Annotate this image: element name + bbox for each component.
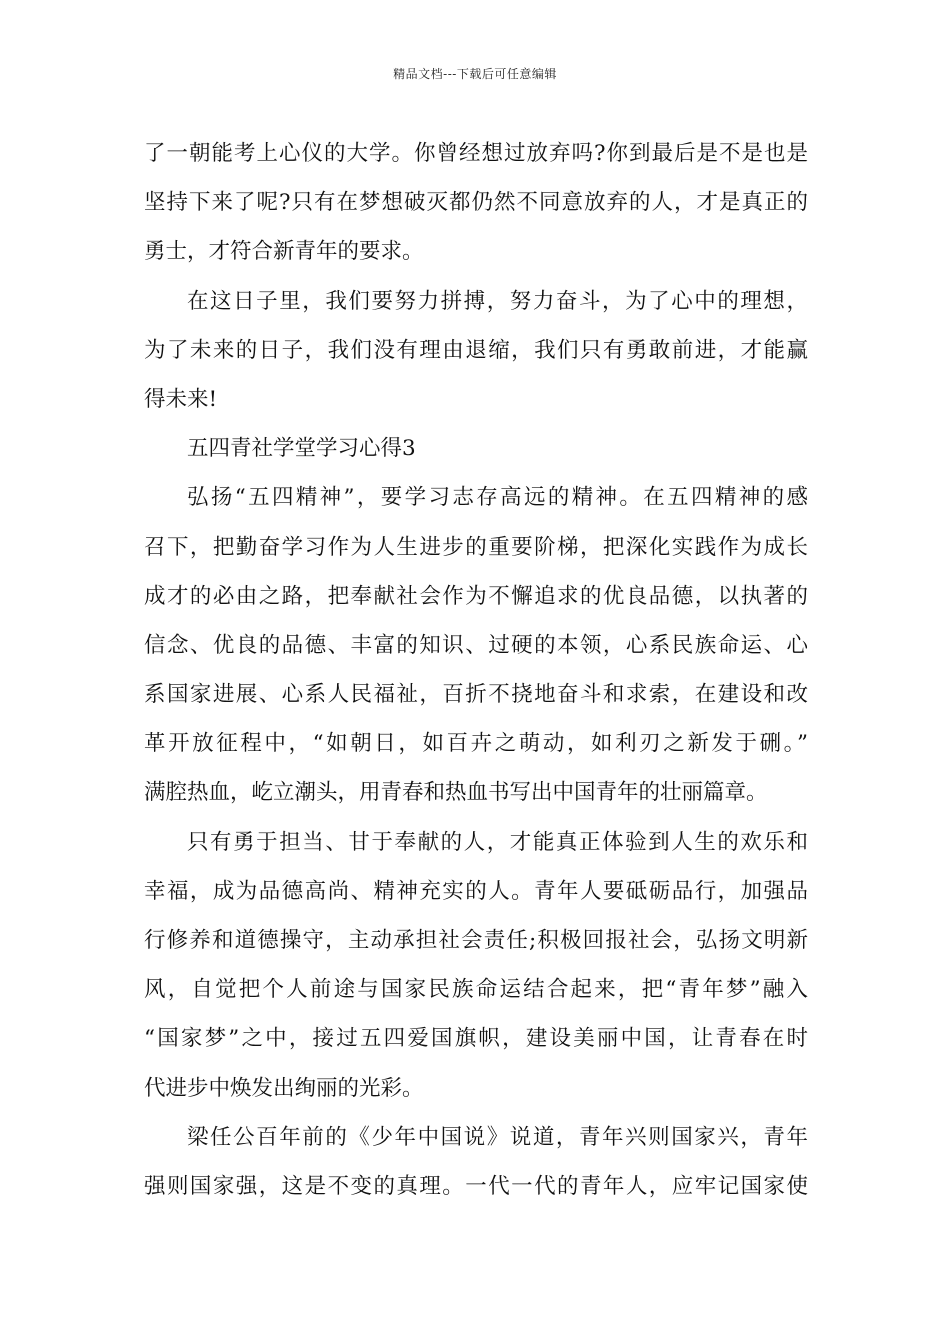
text-line: 梁任公百年前的《少年中国说》说道，青年兴则国家兴，青年: [187, 1124, 808, 1150]
text-line: 幸福，成为品德高尚、精神充实的人。青年人要砥砺品行，加强品: [144, 878, 808, 904]
text-line: 革开放征程中，“如朝日，如百卉之萌动，如利刃之新发于硎。”: [144, 731, 808, 757]
text-line: 坚持下来了呢?只有在梦想破灭都仍然不同意放弃的人，才是真正的: [144, 190, 808, 216]
text-line: 信念、优良的品德、丰富的知识、过硬的本领，心系民族命运、心: [144, 632, 808, 658]
text-line: 强则国家强，这是不变的真理。一代一代的青年人，应牢记国家使: [144, 1173, 808, 1199]
text-line: 为了未来的日子，我们没有理由退缩，我们只有勇敢前进，才能赢: [144, 337, 808, 363]
text-line: 在这日子里，我们要努力拼搏，努力奋斗，为了心中的理想，: [187, 288, 808, 314]
document-body: [144, 129, 808, 1211]
section-heading: 五四青社学堂学习心得3: [187, 436, 416, 462]
text-line: “国家梦”之中，接过五四爱国旗帜，建设美丽中国，让青春在时: [144, 1026, 808, 1052]
text-line: 了一朝能考上心仪的大学。你曾经想过放弃吗?你到最后是不是也是: [144, 141, 808, 166]
text-line: 满腔热血，屹立潮头，用青春和热血书写出中国青年的壮丽篇章。: [144, 780, 768, 806]
text-line: 召下，把勤奋学习作为人生进步的重要阶梯，把深化实践作为成长: [144, 534, 808, 560]
text-line: 勇士，才符合新青年的要求。: [144, 239, 424, 265]
text-line: 得未来!: [144, 386, 218, 412]
text-line: 风，自觉把个人前途与国家民族命运结合起来，把“青年梦”融入: [144, 977, 808, 1003]
page-header: 精品文档---下载后可任意编辑: [393, 67, 557, 81]
text-line: 弘扬“五四精神”，要学习志存高远的精神。在五四精神的感: [187, 485, 808, 511]
text-line: 代进步中焕发出绚丽的光彩。: [144, 1075, 424, 1101]
text-line: 系国家进展、心系人民福祉，百折不挠地奋斗和求索，在建设和改: [144, 682, 808, 708]
text-line: 行修养和道德操守，主动承担社会责任;积极回报社会，弘扬文明新: [144, 928, 808, 953]
text-line: 只有勇于担当、甘于奉献的人，才能真正体验到人生的欢乐和: [187, 829, 808, 855]
text-line: 成才的必由之路，把奉献社会作为不懈追求的优良品德，以执著的: [144, 583, 808, 609]
